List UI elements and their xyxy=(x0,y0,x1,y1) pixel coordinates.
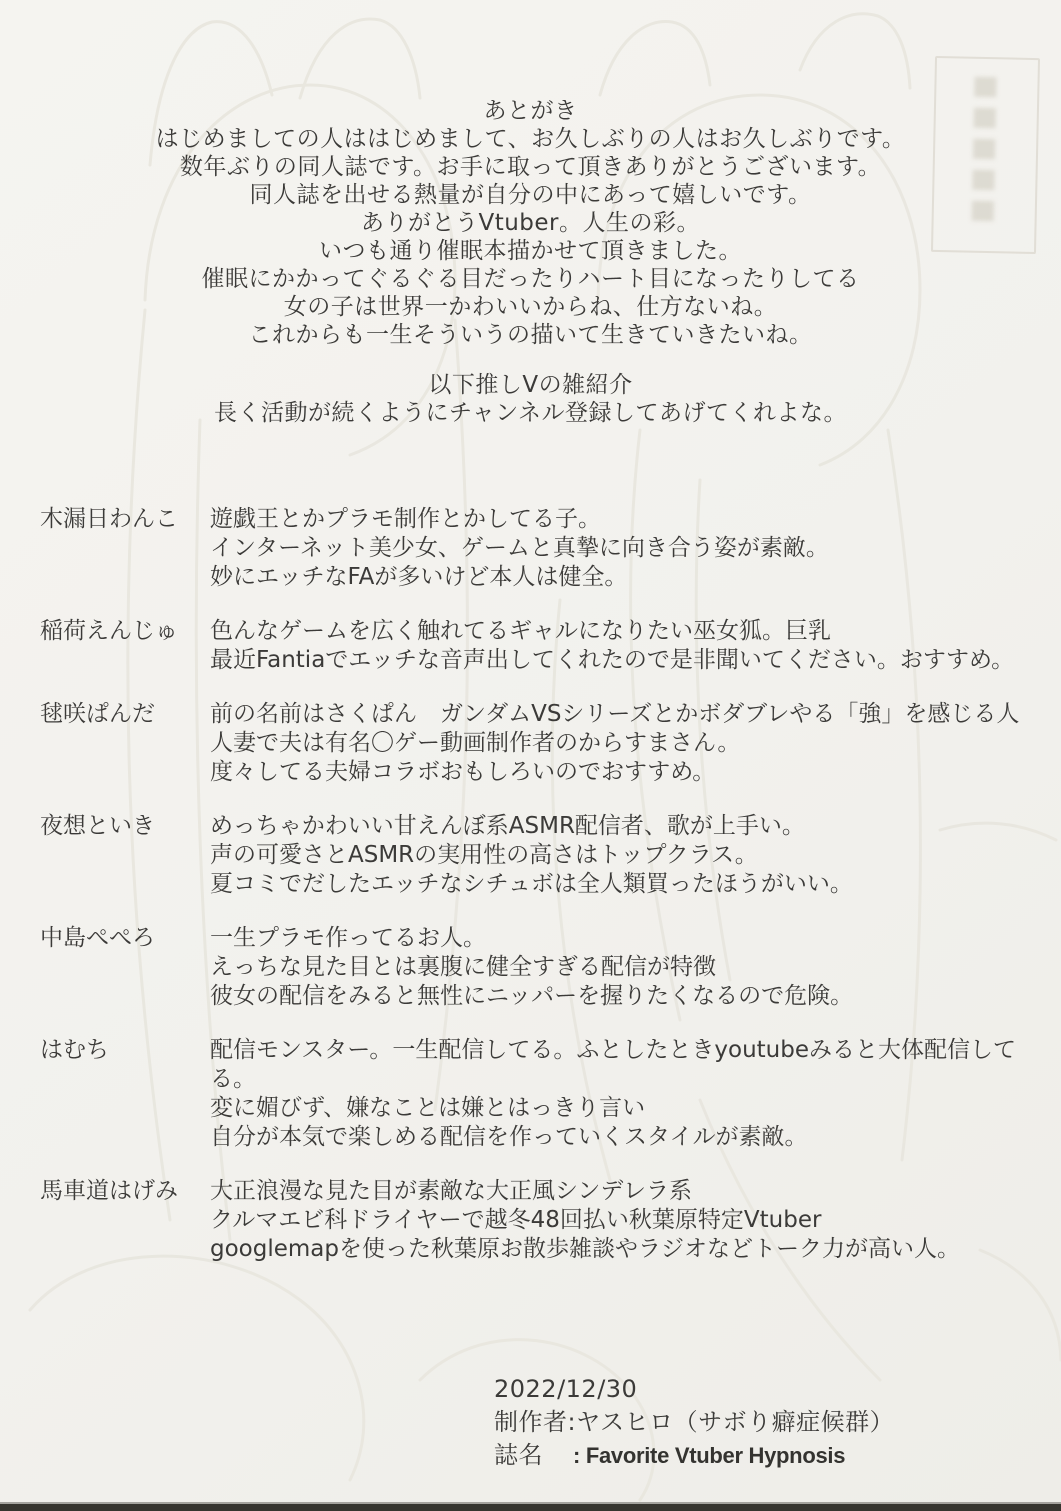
vtuber-name: 馬車道はげみ xyxy=(40,1178,178,1204)
vtuber-description-line: 妙にエッチなFAが多いけど本人は健全。 xyxy=(210,564,628,590)
vtuber-description xyxy=(210,1036,1045,1152)
afterword-line: 催眠にかかってぐるぐる目だったりハート目になったりしてる xyxy=(201,266,860,292)
afterword-line: ありがとうVtuber。人生の彩。 xyxy=(360,210,701,236)
intro-section xyxy=(0,371,1061,427)
vtuber-description-line: 度々してる夫婦コラボおもしろいのでおすすめ。 xyxy=(210,759,716,785)
vtuber-description xyxy=(210,1177,1045,1264)
vtuber-entry xyxy=(40,812,1045,899)
intro-subtitle: 長く活動が続くようにチャンネル登録してあげてくれよな。 xyxy=(213,400,848,426)
colophon xyxy=(494,1373,894,1472)
vtuber-description xyxy=(210,505,1045,592)
afterword-line: これからも一生そういうの描いて生きていきたいね。 xyxy=(248,322,813,348)
afterword-section xyxy=(0,97,1061,349)
vtuber-entry xyxy=(40,505,1045,592)
vtuber-name: 木漏日わんこ xyxy=(40,506,178,532)
afterword-line: 数年ぶりの同人誌です。お手に取って頂きありがとうございます。 xyxy=(179,154,882,180)
vtuber-name: 毬咲ぱんだ xyxy=(40,701,155,727)
vtuber-description xyxy=(210,924,1045,1011)
vtuber-name: 夜想といき xyxy=(40,813,155,839)
vtuber-entry xyxy=(40,617,1045,675)
vtuber-description xyxy=(210,700,1045,787)
vtuber-entry xyxy=(40,924,1045,1011)
vtuber-description-line: 配信モンスター。一生配信してる。ふとしたときyoutubeみると大体配信してる。 xyxy=(210,1037,1016,1092)
vtuber-description-line: 大正浪漫な見た目が素敵な大正風シンデレラ系 xyxy=(210,1178,692,1204)
vtuber-description-line: インターネット美少女、ゲームと真摯に向き合う姿が素敵。 xyxy=(210,535,829,561)
afterword-line: 同人誌を出せる熱量が自分の中にあって嬉しいです。 xyxy=(249,182,812,208)
vtuber-description-line: 遊戯王とかプラモ制作とかしてる子。 xyxy=(210,506,601,532)
vtuber-description-line: googlemapを使った秋葉原お散歩雑談やラジオなどトーク力が高い人。 xyxy=(210,1236,960,1262)
intro-title: 以下推しVの雑紹介 xyxy=(428,372,633,398)
vtuber-description-line: えっちな見た目とは裏腹に健全すぎる配信が特徴 xyxy=(210,954,716,980)
vtuber-description-line: クルマエビ科ドライヤーで越冬48回払い秋葉原特定Vtuber xyxy=(210,1207,822,1233)
afterword-line: いつも通り催眠本描かせて頂きました。 xyxy=(319,238,742,264)
vtuber-entry xyxy=(40,1036,1045,1152)
vtuber-name: 稲荷えんじゅ xyxy=(40,618,178,644)
vtuber-name: はむち xyxy=(40,1037,109,1063)
vtuber-description xyxy=(210,617,1045,675)
vtuber-entry xyxy=(40,700,1045,787)
vtuber-description-line: 前の名前はさくぱん ガンダムVSシリーズとかボダブレやる「強」を感じる人 xyxy=(210,701,1020,727)
vtuber-description-line: 変に媚びず、嫌なことは嫌とはっきり言い xyxy=(210,1095,646,1121)
scan-edge xyxy=(0,1504,1061,1511)
vtuber-description-line: 彼女の配信をみると無性にニッパーを握りたくなるので危険。 xyxy=(210,983,854,1009)
afterword-line: 女の子は世界一かわいいからね、仕方ないね。 xyxy=(283,294,778,320)
afterword-title: あとがき xyxy=(483,98,578,124)
publish-date: 2022/12/30 xyxy=(494,1375,638,1403)
vtuber-description-line: 夏コミでだしたエッチなシチュボは全人類買ったほうがいい。 xyxy=(210,871,853,897)
vtuber-name: 中島ぺぺろ xyxy=(40,925,155,951)
magazine-title-label: 誌名 xyxy=(494,1441,543,1469)
vtuber-description-line: 最近Fantiaでエッチな音声出してくれたので是非聞いてください。おすすめ。 xyxy=(210,647,1015,673)
vtuber-description-line: めっちゃかわいい甘えんぼ系ASMR配信者、歌が上手い。 xyxy=(210,813,805,839)
vtuber-description xyxy=(210,812,1045,899)
author-line: 制作者:ヤスヒロ（サボり癖症候群） xyxy=(494,1408,895,1436)
magazine-title-row xyxy=(494,1439,894,1472)
vtuber-description-line: 人妻で夫は有名〇ゲー動画制作者のからすまさん。 xyxy=(210,730,741,756)
magazine-title-value: : Favorite Vtuber Hypnosis xyxy=(573,1443,846,1468)
afterword-line: はじめましての人ははじめまして、お久しぶりの人はお久しぶりです。 xyxy=(155,126,906,152)
vtuber-description-line: 色んなゲームを広く触れてるギャルになりたい巫女狐。巨乳 xyxy=(210,618,831,644)
vtuber-description-line: 声の可愛さとASMRの実用性の高さはトップクラス。 xyxy=(210,842,758,868)
vtuber-list xyxy=(40,505,1045,1289)
vtuber-entry xyxy=(40,1177,1045,1264)
afterword-lines xyxy=(0,125,1061,349)
vtuber-description-line: 一生プラモ作ってるお人。 xyxy=(210,925,486,951)
vtuber-description-line: 自分が本気で楽しめる配信を作っていくスタイルが素敵。 xyxy=(210,1124,808,1150)
